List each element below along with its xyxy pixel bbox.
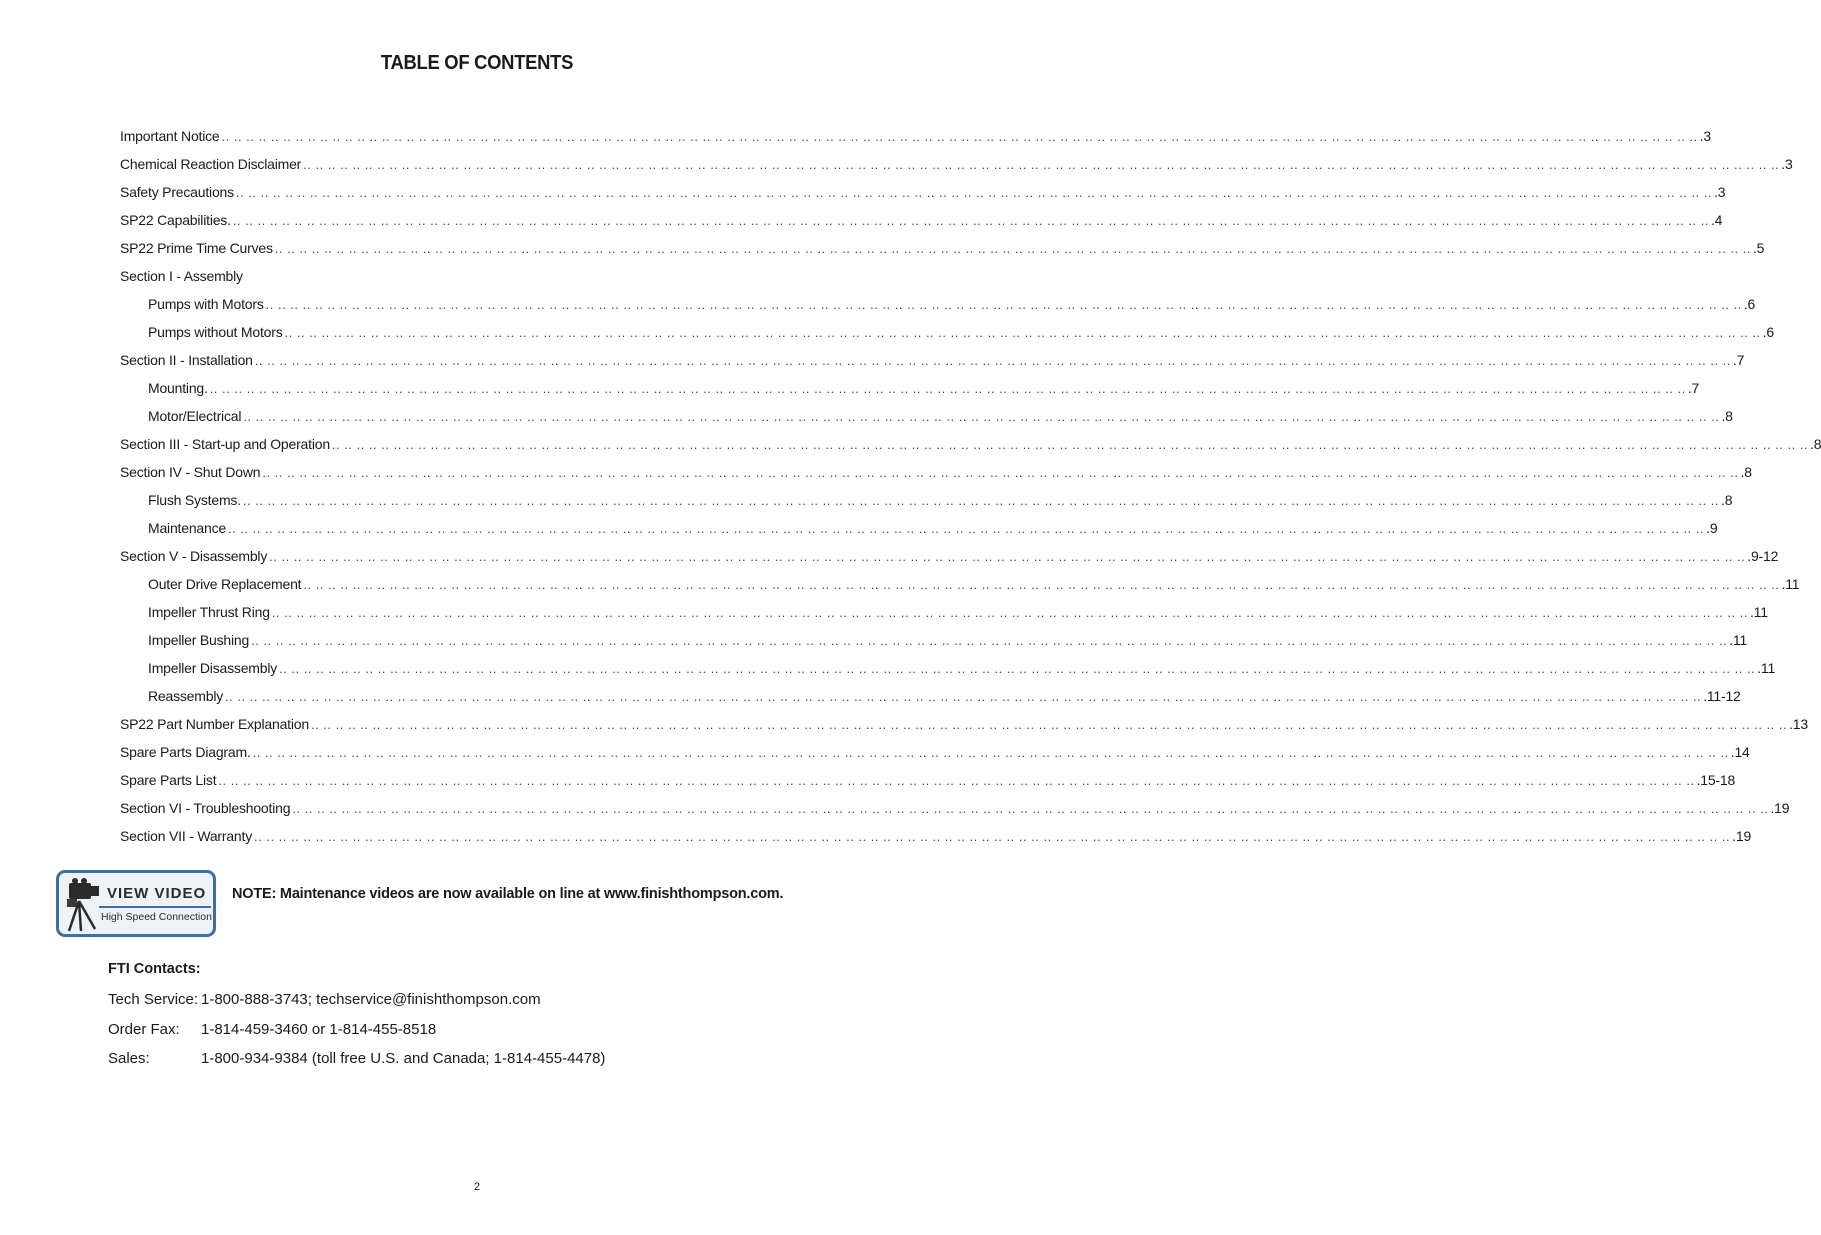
toc-dot-leader: .. .. .. .. .. .. .. .. .. .. .. .. .. .. .. .. .. .. .. .. .. .. .. .. .. .. .. .. .. .. .. .. .. .. .. .. .. .. .. .. .. .. .. .. .. .. .. .. .. .. .. .. .. .. .. .. .. .. .. .. .. .. .. .. .. .. .. .. .. .. .. .. .. .. .. .. .. .. .. .. .. .. .. .. .. .. .. .. .. .. .. .. .. .. .. .. .. .. .. .. .. .. .. .. .. .. .. .. .. .. .. .. .. .. .. .. .. .. .. .. (232, 212, 1709, 228)
toc-entry-label: Impeller Disassembly (148, 660, 278, 676)
toc-entry-page: .11-12 (1703, 688, 1741, 704)
toc-entry-page: .9-12 (1747, 548, 1779, 564)
toc-dot-leader: .. .. .. .. .. .. .. .. .. .. .. .. .. .. .. .. .. .. .. .. .. .. .. .. .. .. .. .. .. .. .. .. .. .. .. .. .. .. .. .. .. .. .. .. .. .. .. .. .. .. .. .. .. .. .. .. .. .. .. .. .. .. .. .. .. .. .. .. .. .. .. .. .. .. .. .. .. .. .. .. .. .. .. .. .. .. .. .. .. .. .. .. .. .. .. .. .. .. .. .. .. .. .. .. .. .. .. .. .. .. .. .. .. .. .. .. .. .. .. .. (254, 828, 1731, 844)
toc-dot-leader: .. .. .. .. .. .. .. .. .. .. .. .. .. .. .. .. .. .. .. .. .. .. .. .. .. .. .. .. .. .. .. .. .. .. .. .. .. .. .. .. .. .. .. .. .. .. .. .. .. .. .. .. .. .. .. .. .. .. .. .. .. .. .. .. .. .. .. .. .. .. .. .. .. .. .. .. .. .. .. .. .. .. .. .. .. .. .. .. .. .. .. .. .. .. .. .. .. .. .. .. .. .. .. .. .. .. .. .. .. .. .. .. .. .. .. .. .. .. .. .. (262, 464, 1739, 480)
toc-entry-page: .5 (1752, 240, 1765, 256)
toc-entry-label: Flush Systems. (148, 492, 241, 508)
toc-entry-page: .8 (1810, 436, 1821, 452)
toc-entry-page: .11 (1757, 660, 1776, 676)
toc-entry[interactable] (120, 710, 1808, 738)
toc-entry-page: .3 (1714, 184, 1726, 200)
toc-entry-label: Pumps without Motors (148, 324, 283, 340)
toc-dot-leader: .. .. .. .. .. .. .. .. .. .. .. .. .. .. .. .. .. .. .. .. .. .. .. .. .. .. .. .. .. .. .. .. .. .. .. .. .. .. .. .. .. .. .. .. .. .. .. .. .. .. .. .. .. .. .. .. .. .. .. .. .. .. .. .. .. .. .. .. .. .. .. .. .. .. .. .. .. .. .. .. .. .. .. .. .. .. .. .. .. .. .. .. .. .. .. .. .. .. .. .. .. .. .. .. .. .. .. .. .. .. .. .. .. .. .. .. .. .. .. .. (225, 688, 1702, 704)
toc-dot-leader: .. .. .. .. .. .. .. .. .. .. .. .. .. .. .. .. .. .. .. .. .. .. .. .. .. .. .. .. .. .. .. .. .. .. .. .. .. .. .. .. .. .. .. .. .. .. .. .. .. .. .. .. .. .. .. .. .. .. .. .. .. .. .. .. .. .. .. .. .. .. .. .. .. .. .. .. .. .. .. .. .. .. .. .. .. .. .. .. .. .. .. .. .. .. .. .. .. .. .. .. .. .. .. .. .. .. .. .. .. .. .. .. .. .. .. .. .. .. .. .. (252, 744, 1729, 760)
toc-entry[interactable] (120, 794, 1790, 822)
toc-entry-label: SP22 Capabilities. (120, 212, 231, 228)
page-number: 2 (473, 1181, 481, 1193)
toc-entry[interactable] (148, 654, 1776, 682)
toc-entry-label: Safety Precautions (120, 184, 234, 200)
toc-entry-label: Section V - Disassembly (120, 548, 268, 564)
toc-entry[interactable] (120, 822, 1752, 850)
toc-entry-page: .3 (1781, 156, 1793, 172)
toc-dot-leader: .. .. .. .. .. .. .. .. .. .. .. .. .. .. .. .. .. .. .. .. .. .. .. .. .. .. .. .. .. .. .. .. .. .. .. .. .. .. .. .. .. .. .. .. .. .. .. .. .. .. .. .. .. .. .. .. .. .. .. .. .. .. .. .. .. .. .. .. .. .. .. .. .. .. .. .. .. .. .. .. .. .. .. .. .. .. .. .. .. .. .. .. .. .. .. .. .. .. .. .. .. .. .. .. .. .. .. .. .. .. .. .. .. .. .. .. .. .. .. .. (279, 660, 1756, 676)
contact-value: 1-800-934-9384 (toll free U.S. and Canada; 1-814-455-4478) (201, 1050, 606, 1067)
toc-entry[interactable] (120, 430, 1821, 458)
toc-entry[interactable] (148, 290, 1756, 318)
toc-entry-label: Impeller Thrust Ring (148, 604, 270, 620)
toc-entry-page: .11 (1729, 632, 1748, 648)
toc-entry-page: .6 (1743, 296, 1756, 312)
toc-entry[interactable] (148, 402, 1733, 430)
toc-entry-page: .7 (1732, 352, 1745, 368)
toc-entry[interactable] (120, 458, 1752, 486)
contact-value: 1-800-888-3743; techservice@finishthompson.com (201, 991, 541, 1008)
page-title: TABLE OF CONTENTS (380, 52, 574, 74)
toc-dot-leader: .. .. .. .. .. .. .. .. .. .. .. .. .. .. .. .. .. .. .. .. .. .. .. .. .. .. .. .. .. .. .. .. .. .. .. .. .. .. .. .. .. .. .. .. .. .. .. .. .. .. .. .. .. .. .. .. .. .. .. .. .. .. .. .. .. .. .. .. .. .. .. .. .. .. .. .. .. .. .. .. .. .. .. .. .. .. .. .. .. .. .. .. .. .. .. .. .. .. .. .. .. .. .. .. .. .. .. .. .. .. .. .. .. .. .. .. .. .. .. .. (243, 408, 1720, 424)
toc-entry[interactable] (148, 598, 1768, 626)
toc-dot-leader: .. .. .. .. .. .. .. .. .. .. .. .. .. .. .. .. .. .. .. .. .. .. .. .. .. .. .. .. .. .. .. .. .. .. .. .. .. .. .. .. .. .. .. .. .. .. .. .. .. .. .. .. .. .. .. .. .. .. .. .. .. .. .. .. .. .. .. .. .. .. .. .. .. .. .. .. .. .. .. .. .. .. .. .. .. .. .. .. .. .. .. .. .. .. .. .. .. .. .. .. .. .. .. .. .. .. .. .. .. .. .. .. .. .. .. .. .. .. .. .. (251, 632, 1728, 648)
toc-entry-label: Reassembly (148, 688, 224, 704)
toc-entry-label: Pumps with Motors (148, 296, 264, 312)
toc-entry-page: .15-18 (1696, 772, 1736, 788)
toc-entry-page: .14 (1730, 744, 1750, 760)
toc-entry-page: .11 (1781, 576, 1800, 592)
toc-entry-label: SP22 Part Number Explanation (120, 716, 309, 732)
toc-dot-leader: .. .. .. .. .. .. .. .. .. .. .. .. .. .. .. .. .. .. .. .. .. .. .. .. .. .. .. .. .. .. .. .. .. .. .. .. .. .. .. .. .. .. .. .. .. .. .. .. .. .. .. .. .. .. .. .. .. .. .. .. .. .. .. .. .. .. .. .. .. .. .. .. .. .. .. .. .. .. .. .. .. .. .. .. .. .. .. .. .. .. .. .. .. .. .. .. .. .. .. .. .. .. .. .. .. .. .. .. .. .. .. .. .. .. .. .. .. .. .. .. (221, 128, 1698, 144)
toc-dot-leader: .. .. .. .. .. .. .. .. .. .. .. .. .. .. .. .. .. .. .. .. .. .. .. .. .. .. .. .. .. .. .. .. .. .. .. .. .. .. .. .. .. .. .. .. .. .. .. .. .. .. .. .. .. .. .. .. .. .. .. .. .. .. .. .. .. .. .. .. .. .. .. .. .. .. .. .. .. .. .. .. .. .. .. .. .. .. .. .. .. .. .. .. .. .. .. .. .. .. .. .. .. .. .. .. .. .. .. .. .. .. .. .. .. .. .. .. .. .. .. .. (303, 156, 1780, 172)
toc-entry-label: Section I - Assembly (120, 268, 243, 284)
toc-entry-page: .6 (1762, 324, 1774, 340)
toc-entry-page: .3 (1699, 128, 1711, 144)
toc-dot-leader: .. .. .. .. .. .. .. .. .. .. .. .. .. .. .. .. .. .. .. .. .. .. .. .. .. .. .. .. .. .. .. .. .. .. .. .. .. .. .. .. .. .. .. .. .. .. .. .. .. .. .. .. .. .. .. .. .. .. .. .. .. .. .. .. .. .. .. .. .. .. .. .. .. .. .. .. .. .. .. .. .. .. .. .. .. .. .. .. .. .. .. .. .. .. .. .. .. .. .. .. .. .. .. .. .. .. .. .. .. .. .. .. .. .. .. .. .. .. .. .. (303, 576, 1780, 592)
toc-entry-label: Section IV - Shut Down (120, 464, 261, 480)
toc-entry[interactable] (120, 262, 823, 290)
contact-label: Tech Service: (108, 991, 199, 1008)
contact-label: Sales: (108, 1050, 150, 1067)
toc-entry-label: SP22 Prime Time Curves (120, 240, 273, 256)
toc-dot-leader: .. .. .. .. .. .. .. .. .. .. .. .. .. .. .. .. .. .. .. .. .. .. .. .. .. .. .. .. .. .. .. .. .. .. .. .. .. .. .. .. .. .. .. .. .. .. .. .. .. .. .. .. .. .. .. .. .. .. .. .. .. .. .. .. .. .. .. .. .. .. .. .. .. .. .. .. .. .. .. .. .. .. .. .. .. .. .. .. .. .. .. .. .. .. .. .. .. .. .. .. .. .. .. .. .. .. .. .. .. .. .. .. .. .. .. .. .. .. .. .. (242, 492, 1720, 508)
toc-entry-page: .19 (1732, 828, 1752, 844)
toc-entry-label: Outer Drive Replacement (148, 576, 302, 592)
contacts-title: FTI Contacts: (108, 961, 201, 977)
toc-entry[interactable] (120, 122, 1711, 150)
contact-label: Order Fax: (108, 1021, 180, 1038)
toc-entry-label: Impeller Bushing (148, 632, 250, 648)
toc-entry-page: .8 (1721, 492, 1733, 508)
toc-entry[interactable] (120, 150, 1793, 178)
maintenance-video-note: NOTE: Maintenance videos are now available on line at www.finishthompson.com. (232, 886, 784, 902)
toc-dot-leader: .. .. .. .. .. .. .. .. .. .. .. .. .. .. .. .. .. .. .. .. .. .. .. .. .. .. .. .. .. .. .. .. .. .. .. .. .. .. .. .. .. .. .. .. .. .. .. .. .. .. .. .. .. .. .. .. .. .. .. .. .. .. .. .. .. .. .. .. .. .. .. .. .. .. .. .. .. .. .. .. .. .. .. .. .. .. .. .. .. .. .. .. .. .. .. .. .. .. .. .. .. .. .. .. .. .. .. .. .. .. .. .. .. .. .. .. .. .. .. .. (209, 380, 1686, 396)
toc-entry-label: Section III - Start-up and Operation (120, 436, 330, 452)
toc-entry[interactable] (120, 738, 1750, 766)
toc-entry-label: Mounting. (148, 380, 208, 396)
toc-entry[interactable] (148, 486, 1733, 514)
toc-dot-leader: .. .. .. .. .. .. .. .. .. .. .. .. .. .. .. .. .. .. .. .. .. .. .. .. .. .. .. .. .. .. .. .. .. .. .. .. .. .. .. .. .. .. .. .. .. .. .. .. .. .. .. .. .. .. .. .. .. .. .. .. .. .. .. .. .. .. .. .. .. .. .. .. .. .. .. .. .. .. .. .. .. .. .. .. .. .. .. .. .. .. .. .. .. .. .. .. .. .. .. .. .. .. .. .. .. .. .. .. .. .. .. .. .. .. .. .. .. .. .. .. (265, 296, 1742, 312)
toc-entry-label: Important Notice (120, 128, 220, 144)
toc-dot-leader: .. .. .. .. .. .. .. .. .. .. .. .. .. .. .. .. .. .. .. .. .. .. .. .. .. .. .. .. .. .. .. .. .. .. .. .. .. .. .. .. .. .. .. .. .. .. .. .. .. .. .. .. .. .. .. .. .. .. .. .. .. .. .. .. .. .. .. .. .. .. .. .. .. .. .. .. .. .. .. .. .. .. .. .. .. .. .. .. .. .. .. .. .. .. .. .. .. .. .. .. .. .. .. .. .. .. .. .. .. .. .. .. .. .. .. .. .. .. .. .. (331, 436, 1809, 452)
toc-entry[interactable] (120, 178, 1726, 206)
toc-dot-leader: .. .. .. .. .. .. .. .. .. .. .. .. .. .. .. .. .. .. .. .. .. .. .. .. .. .. .. .. .. .. .. .. .. .. .. .. .. .. .. .. .. .. .. .. .. .. .. .. .. .. .. .. .. .. .. .. .. .. .. .. .. .. .. .. .. .. .. .. .. .. .. .. .. .. .. .. .. .. .. .. .. .. .. .. .. .. .. .. .. .. .. .. .. .. .. .. .. .. .. .. .. .. .. .. .. .. .. .. .. .. .. .. .. .. .. .. .. .. .. .. (274, 240, 1751, 256)
toc-entry[interactable] (148, 374, 1700, 402)
toc-entry[interactable] (148, 626, 1748, 654)
toc-entry-label: Section VI - Troubleshooting (120, 800, 291, 816)
video-camera-icon (63, 877, 103, 933)
toc-entry[interactable] (120, 206, 1723, 234)
toc-dot-leader: .. .. .. .. .. .. .. .. .. .. .. .. .. .. .. .. .. .. .. .. .. .. .. .. .. .. .. .. .. .. .. .. .. .. .. .. .. .. .. .. .. .. .. .. .. .. .. .. .. .. .. .. .. .. .. .. .. .. .. .. .. .. .. .. .. .. .. .. .. .. .. .. .. .. .. .. .. .. .. .. .. .. .. .. .. .. .. .. .. .. .. .. .. .. .. .. .. .. .. .. .. .. .. .. .. .. .. .. .. .. .. .. .. .. .. .. .. .. .. .. (271, 604, 1748, 620)
toc-entry[interactable] (120, 234, 1765, 262)
toc-dot-leader: .. .. .. .. .. .. .. .. .. .. .. .. .. .. .. .. .. .. .. .. .. .. .. .. .. .. .. .. .. .. .. .. .. .. .. .. .. .. .. .. .. .. .. .. .. .. .. .. .. .. .. .. .. .. .. .. .. .. .. .. .. .. .. .. .. .. .. .. .. .. .. .. .. .. .. .. .. .. .. .. .. .. .. .. .. .. .. .. .. .. .. .. .. .. .. .. .. .. .. .. .. .. .. .. .. .. .. .. .. .. .. .. .. .. .. .. .. .. .. .. (227, 520, 1705, 536)
toc-entry-label: Section II - Installation (120, 352, 253, 368)
toc-dot-leader: .. .. .. .. .. .. .. .. .. .. .. .. .. .. .. .. .. .. .. .. .. .. .. .. .. .. .. .. .. .. .. .. .. .. .. .. .. .. .. .. .. .. .. .. .. .. .. .. .. .. .. .. .. .. .. .. .. .. .. .. .. .. .. .. .. .. .. .. .. .. .. .. .. .. .. .. .. .. .. .. .. .. .. .. .. .. .. .. .. .. .. .. .. .. .. .. .. .. .. .. .. .. .. .. .. .. .. .. .. .. .. .. .. .. .. .. .. .. .. .. (218, 772, 1695, 788)
toc-entry[interactable] (148, 682, 1741, 710)
toc-dot-leader: .. .. .. .. .. .. .. .. .. .. .. .. .. .. .. .. .. .. .. .. .. .. .. .. .. .. .. .. .. .. .. .. .. .. .. .. .. .. .. .. .. .. .. .. .. .. .. .. .. .. .. .. .. .. .. .. .. .. .. .. .. .. .. .. .. .. .. .. .. .. .. .. .. .. .. .. .. .. .. .. .. .. .. .. .. .. .. .. .. .. .. .. .. .. .. .. .. .. .. .. .. .. .. .. .. .. .. .. .. .. .. .. .. .. .. .. .. .. .. .. (254, 352, 1731, 368)
toc-entry-label: Motor/Electrical (148, 408, 242, 424)
toc-entry-page: .8 (1721, 408, 1733, 424)
toc-entry-label: Chemical Reaction Disclaimer (120, 156, 302, 172)
toc-dot-leader: .. .. .. .. .. .. .. .. .. .. .. .. .. .. .. .. .. .. .. .. .. .. .. .. .. .. .. .. .. .. .. .. .. .. .. .. .. .. .. .. .. .. .. .. .. .. .. .. .. .. .. .. .. .. .. .. .. .. .. .. .. .. .. .. .. .. .. .. .. .. .. .. .. .. .. .. .. .. .. .. .. .. .. .. .. .. .. .. .. .. .. .. .. .. .. .. .. .. .. .. .. .. .. .. .. .. .. .. .. .. .. .. .. .. .. .. .. .. .. .. (284, 324, 1761, 340)
toc-entry-page: .7 (1687, 380, 1700, 396)
toc-entry-page: .13 (1789, 716, 1808, 732)
toc-entry[interactable] (120, 766, 1736, 794)
toc-entry-label: Spare Parts List (120, 772, 217, 788)
toc-entry-page: .9 (1706, 520, 1718, 536)
toc-entry-page: .4 (1710, 212, 1723, 228)
toc-entry-page: .19 (1770, 800, 1790, 816)
toc-entry[interactable] (148, 514, 1718, 542)
toc-entry-label: Section VII - Warranty (120, 828, 253, 844)
contact-value: 1-814-459-3460 or 1-814-455-8518 (201, 1021, 437, 1038)
badge-divider (99, 906, 211, 908)
toc-dot-leader: .. .. .. .. .. .. .. .. .. .. .. .. .. .. .. .. .. .. .. .. .. .. .. .. .. .. .. .. .. .. .. .. .. .. .. .. .. .. .. .. .. .. .. .. .. .. .. .. .. .. .. .. .. .. .. .. .. .. .. .. .. .. .. .. .. .. .. .. .. .. .. .. .. .. .. .. .. .. .. .. .. .. .. .. .. .. .. .. .. .. .. .. .. .. .. .. .. .. .. .. .. .. .. .. .. .. .. .. .. .. .. .. .. .. .. .. .. .. .. .. (292, 800, 1769, 816)
toc-dot-leader: .. .. .. .. .. .. .. .. .. .. .. .. .. .. .. .. .. .. .. .. .. .. .. .. .. .. .. .. .. .. .. .. .. .. .. .. .. .. .. .. .. .. .. .. .. .. .. .. .. .. .. .. .. .. .. .. .. .. .. .. .. .. .. .. .. .. .. .. .. .. .. .. .. .. .. .. .. .. .. .. .. .. .. .. .. .. .. .. .. .. .. .. .. .. .. .. .. .. .. .. .. .. .. .. .. .. .. .. .. .. .. .. .. .. .. .. .. .. .. .. (310, 716, 1788, 732)
toc-entry[interactable] (148, 318, 1774, 346)
view-video-badge[interactable] (56, 870, 216, 937)
view-video-label: VIEW VIDEO (107, 885, 207, 902)
toc-dot-leader: .. .. .. .. .. .. .. .. .. .. .. .. .. .. .. .. .. .. .. .. .. .. .. .. .. .. .. .. .. .. .. .. .. .. .. .. .. .. .. .. .. .. .. .. .. .. .. .. .. .. .. .. .. .. .. .. .. .. .. .. .. .. .. .. .. .. .. .. .. .. .. .. .. .. .. .. .. .. .. .. .. .. .. .. .. .. .. .. .. .. .. .. .. .. .. .. .. .. .. .. .. .. .. .. .. .. .. .. .. .. .. .. .. .. .. .. .. .. .. .. (235, 184, 1713, 200)
toc-entry-page: .11 (1749, 604, 1768, 620)
toc-entry[interactable] (120, 542, 1779, 570)
high-speed-label: High Speed Connection (101, 911, 212, 923)
toc-entry[interactable] (148, 570, 1800, 598)
toc-dot-leader: .. .. .. .. .. .. .. .. .. .. .. .. .. .. .. .. .. .. .. .. .. .. .. .. .. .. .. .. .. .. .. .. .. .. .. .. .. .. .. .. .. .. .. .. .. .. .. .. .. .. .. .. .. .. .. .. .. .. .. .. .. .. .. .. .. .. .. .. .. .. .. .. .. .. .. .. .. .. .. .. .. .. .. .. .. .. .. .. .. .. .. .. .. .. .. .. .. .. .. .. .. .. .. .. .. .. .. .. .. .. .. .. .. .. .. .. .. .. .. .. (269, 548, 1746, 564)
toc-entry-label: Maintenance (148, 520, 226, 536)
toc-entry[interactable] (120, 346, 1745, 374)
toc-entry-page: .8 (1740, 464, 1752, 480)
toc-entry-label: Spare Parts Diagram. (120, 744, 251, 760)
